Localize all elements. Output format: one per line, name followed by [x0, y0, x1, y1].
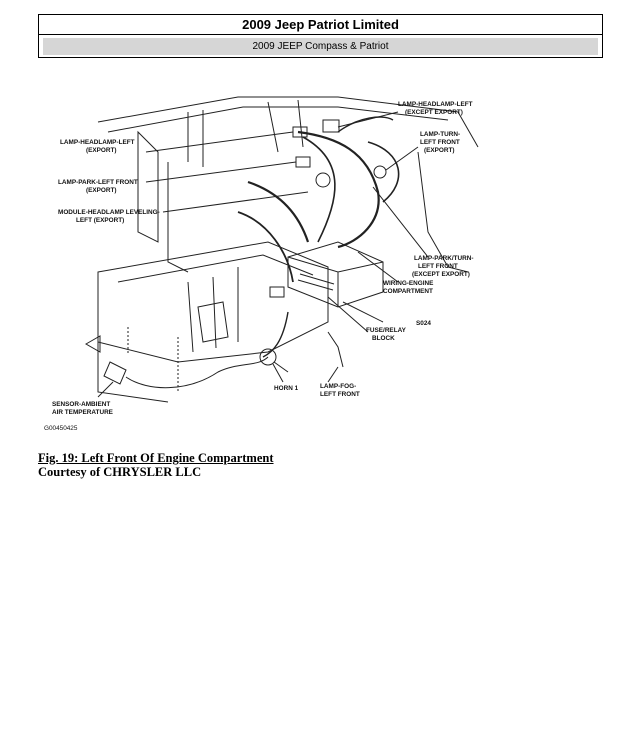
- label-turn-left-front: LAMP-TURN-: [420, 131, 461, 138]
- label-fuse-relay-block-sub: BLOCK: [372, 335, 395, 342]
- label-headlamp-left-export: LAMP-HEADLAMP-LEFT: [60, 139, 135, 146]
- label-park-left-front: LAMP-PARK-LEFT FRONT: [58, 179, 138, 186]
- label-headlamp-left-export-sub: (EXPORT): [86, 147, 117, 154]
- label-fog-left-front-sub: LEFT FRONT: [320, 391, 360, 398]
- label-wiring-engine: WIRING-ENGINE: [383, 280, 434, 287]
- document-subtitle: 2009 JEEP Compass & Patriot: [43, 38, 598, 55]
- label-park-left-front-sub: (EXPORT): [86, 187, 117, 194]
- label-horn: HORN 1: [274, 385, 299, 392]
- label-turn-left-front-sub: LEFT FRONT: [420, 139, 460, 146]
- label-module-headlamp-leveling-sub: LEFT (EXPORT): [76, 217, 125, 224]
- label-headlamp-left-except-export: LAMP-HEADLAMP-LEFT: [398, 101, 473, 108]
- engine-compartment-diagram: [38, 92, 488, 437]
- diagram-illustration: [38, 92, 488, 437]
- label-park-turn-left-front-sub: LEFT FRONT: [418, 263, 458, 270]
- document-header: [38, 14, 603, 58]
- label-headlamp-left-except-export-sub: (EXCEPT EXPORT): [405, 109, 463, 116]
- figure-caption-credit: Courtesy of CHRYSLER LLC: [38, 465, 202, 479]
- label-fuse-relay-block: FUSE/RELAY: [366, 327, 406, 334]
- label-park-turn-except-export: (EXCEPT EXPORT): [412, 271, 470, 278]
- figure-caption-title: Fig. 19: Left Front Of Engine Compartment: [38, 451, 274, 465]
- label-park-turn-left-front: LAMP-PARK/TURN-: [414, 255, 474, 262]
- label-fog-left-front: LAMP-FOG-: [320, 383, 357, 390]
- label-sensor-ambient: SENSOR-AMBIENT: [52, 401, 111, 408]
- figure-caption: [38, 451, 274, 479]
- label-module-headlamp-leveling: MODULE-HEADLAMP LEVELING-: [58, 209, 160, 216]
- label-sensor-ambient-sub: AIR TEMPERATURE: [52, 409, 113, 416]
- figure-id: G00450425: [44, 425, 78, 432]
- label-splice-s024: S024: [416, 320, 431, 327]
- label-turn-left-front-export: (EXPORT): [424, 147, 455, 154]
- label-wiring-engine-sub: COMPARTMENT: [383, 288, 433, 295]
- document-title: 2009 Jeep Patriot Limited: [39, 15, 602, 35]
